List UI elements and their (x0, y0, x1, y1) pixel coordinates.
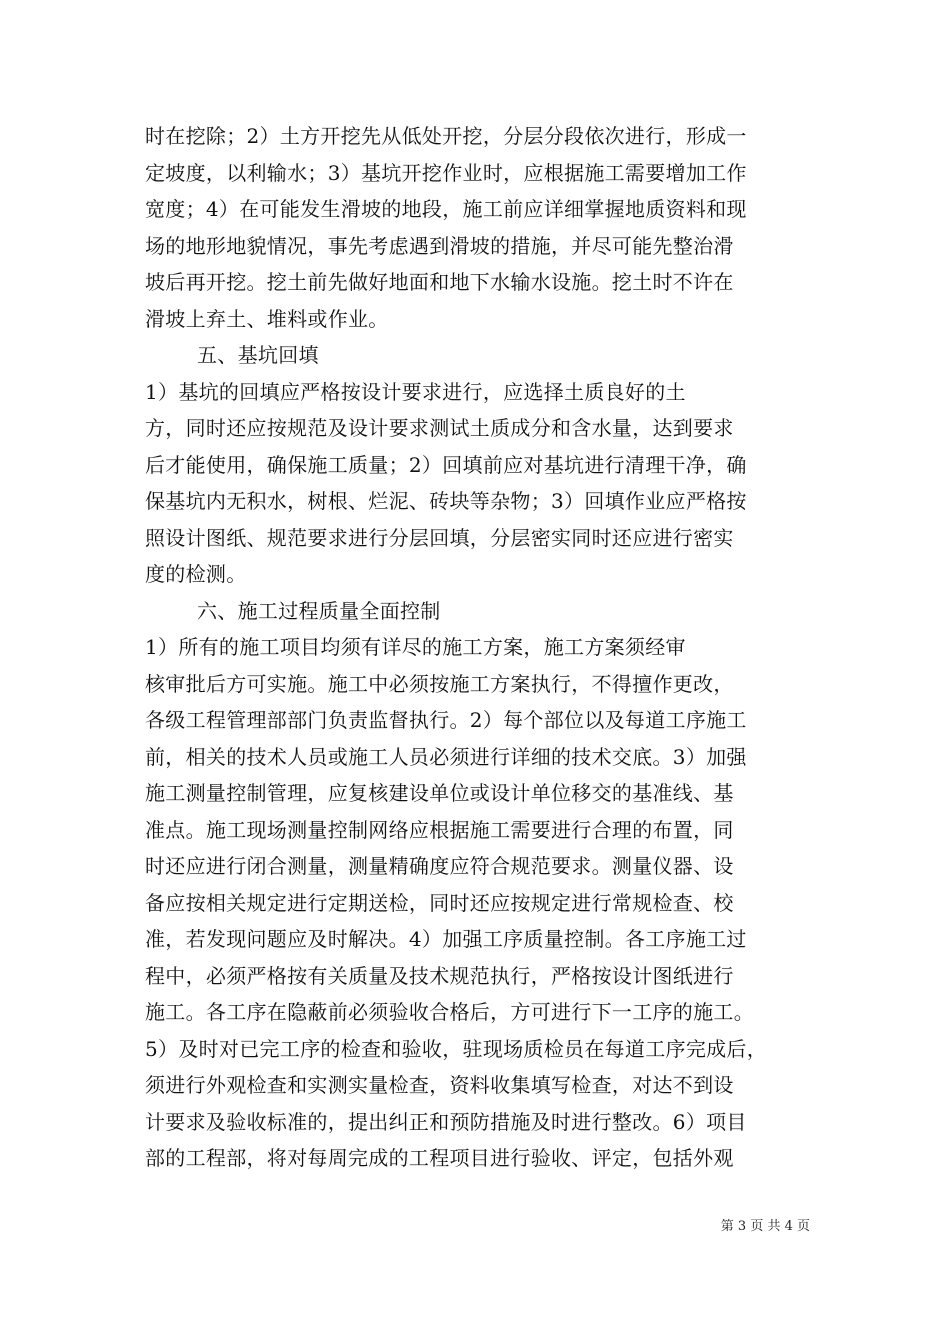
paragraph-line: 各级工程管理部部门负责监督执行。2）每个部位以及每道工序施工 (145, 708, 747, 732)
paragraph-line: 5）及时对已完工序的检查和验收，驻现场质检员在每道工序完成后， (145, 1036, 768, 1061)
paragraph-line: 须进行外观检查和实测实量检查，资料收集填写检查，对达不到设 (145, 1073, 734, 1097)
paragraph-line: 施工测量控制管理，应复核建设单位或设计单位移交的基准线、基 (145, 781, 734, 805)
paragraph-line: 照设计图纸、规范要求进行分层回填，分层密实同时还应进行密实 (145, 525, 734, 550)
paragraph-line: 准点。施工现场测量控制网络应根据施工需要进行合理的布置，同 (145, 817, 734, 842)
paragraph-line: 定坡度，以利输水；3）基坑开挖作业时，应根据施工需要增加工作 (145, 160, 747, 185)
paragraph-line: 部的工程部，将对每周完成的工程项目进行验收、评定，包括外观 (145, 1146, 734, 1170)
paragraph-line: 准，若发现问题应及时解决。4）加强工序质量控制。各工序施工过 (145, 927, 747, 951)
paragraph-line: 核审批后方可实施。施工中必须按施工方案执行，不得擅作更改， (145, 671, 734, 696)
section-heading: 五、基坑回填 (197, 343, 319, 367)
paragraph-line: 时还应进行闭合测量，测量精确度应符合规范要求。测量仪器、设 (145, 854, 734, 878)
paragraph-line: 度的检测。 (145, 562, 247, 586)
section-heading: 六、施工过程质量全面控制 (197, 598, 441, 623)
paragraph-line: 前，相关的技术人员或施工人员必须进行详细的技术交底。3）加强 (145, 744, 747, 769)
paragraph-line: 保基坑内无积水，树根、烂泥、砖块等杂物；3）回填作业应严格按 (145, 489, 747, 513)
paragraph-line: 施工。各工序在隐蔽前必须验收合格后，方可进行下一工序的施工。 (145, 1000, 754, 1024)
document-body (145, 118, 810, 1177)
paragraph-line: 方，同时还应按规范及设计要求测试土质成分和含水量，达到要求 (145, 416, 734, 440)
page-number: 第 3 页 共 4 页 (720, 1219, 810, 1234)
paragraph-line: 后才能使用，确保施工质量；2）回填前应对基坑进行清理干净，确 (145, 452, 747, 477)
paragraph-line: 程中，必须严格按有关质量及技术规范执行，严格按设计图纸进行 (145, 963, 734, 988)
paragraph-line: 场的地形地貌情况，事先考虑遇到滑坡的措施，并尽可能先整治滑 (145, 233, 734, 258)
paragraph-line: 坡后再开挖。挖土前先做好地面和地下水输水设施。挖土时不许在 (145, 270, 734, 294)
paragraph-line: 1）所有的施工项目均须有详尽的施工方案，施工方案须经审 (145, 635, 686, 659)
paragraph-line: 计要求及验收标准的，提出纠正和预防措施及时进行整改。6）项目 (145, 1109, 747, 1134)
paragraph-line: 1）基坑的回填应严格按设计要求进行，应选择土质良好的土 (145, 379, 686, 404)
paragraph-line: 宽度；4）在可能发生滑坡的地段，施工前应详细掌握地质资料和现 (145, 197, 747, 221)
paragraph-line: 时在挖除；2）土方开挖先从低处开挖，分层分段依次进行，形成一 (145, 124, 747, 148)
paragraph-line: 备应按相关规定进行定期送检，同时还应按规定进行常规检查、校 (145, 890, 734, 915)
paragraph-line: 滑坡上弃土、堆料或作业。 (145, 306, 389, 331)
